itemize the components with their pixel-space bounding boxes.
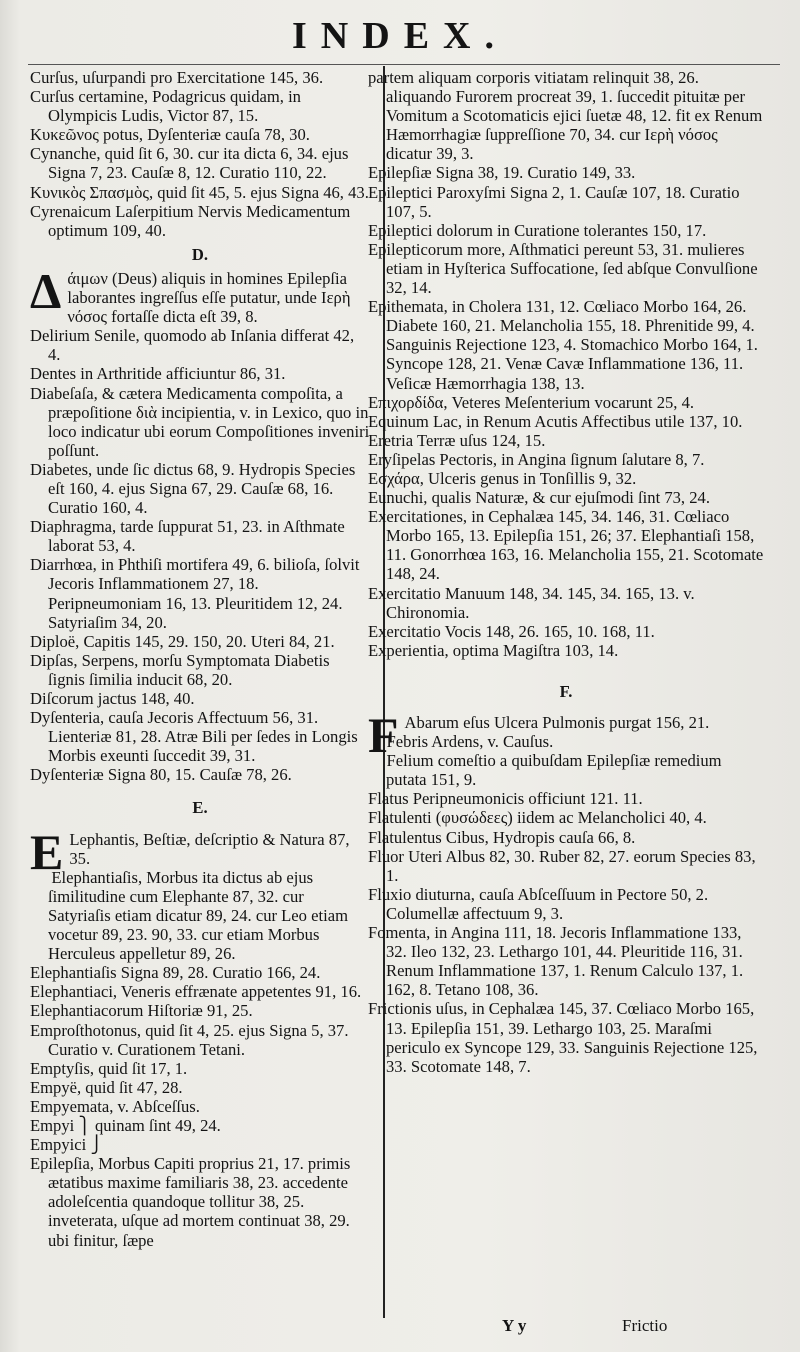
index-entry: Felium comeſtio a quibuſdam Epilepſiæ remedium putata 151, 9. xyxy=(386,751,722,790)
index-entry: Empyemata, v. Abſceſſus. xyxy=(30,1096,200,1116)
index-entry: Epilepticorum more, Aſthmatici pereunt 53, 31. mulieres etiam in Hyſterica Suffocatione, ſed abſque Convulſione 32, 14. xyxy=(368,239,758,298)
index-entry: Curſus, uſurpandi pro Exercitatione 145, 36. xyxy=(30,68,324,87)
index-entry: Eunuchi, qualis Naturæ, & cur ejuſmodi ſint 73, 24. xyxy=(368,488,710,508)
index-entry: Frictionis uſus, in Cephalæa 145, 37. Cœliaco Morbo 165, 13. Epilepſia 151, 39. Lethargo 103, 25. Maraſmi periculo ex Syncope 129, 33. Sanguinis Rejectione 125, 33. Scotomate 148, 7. xyxy=(368,999,758,1076)
index-entry: Fomenta, in Angina 111, 18. Jecoris Inflammatione 133, 32. Ileo 132, 23. Lethargo 101, 44. Pleuritide 116, 31. Renum Inflammatione 137, 1. Renum Calculo 137, 1. 162, 8. Tetano 108, 36. xyxy=(368,923,744,1000)
section-heading-f: F. xyxy=(559,681,573,701)
index-entry: Cynanche, quid ſit 6, 30. cur ita dicta 6, 34. ejus Signa 7, 23. Cauſæ 8, 12. Curatio 110, 22. xyxy=(30,144,349,183)
index-entry: Εσχάρα, Ulceris genus in Tonſillis 9, 32. xyxy=(368,468,637,488)
header-rule xyxy=(28,64,780,65)
index-entry: Epilepſiæ Signa 38, 19. Curatio 149, 33. xyxy=(368,163,636,183)
index-entry: Dyſenteria, cauſa Jecoris Affectuum 56, 31. Lienteriæ 81, 28. Atræ Bili per ſedes in Longis Morbis exeunti ſuccedit 39, 31. xyxy=(30,708,358,766)
right-column xyxy=(368,68,764,1076)
index-entry: Empyici ⎭ xyxy=(30,1135,103,1155)
left-column xyxy=(30,68,370,1250)
index-entry: Diploë, Capitis 145, 29. 150, 20. Uteri 84, 21. xyxy=(30,631,335,651)
index-entry: Equinum Lac, in Renum Acutis Affectibus utile 137, 10. xyxy=(368,411,743,431)
index-entry: Diarrhœa, in Phthiſi mortifera 49, 6. bilioſa, ſolvit Jecoris Inflammationem 27, 18. Peripneumoniam 16, 13. Pleuritidem 12, 24. Satyriaſim 34, 20. xyxy=(30,555,360,632)
drop-cap: F xyxy=(368,707,399,763)
index-entry: Diabetes, unde ſic dictus 68, 9. Hydropis Species eſt 160, 4. ejus Signa 67, 29. Cauſæ 68, 16. Curatio 160, 4. xyxy=(30,459,356,518)
index-entry: Fluxio diuturna, cauſa Abſceſſuum in Pectore 50, 2. Columellæ affectuum 9, 3. xyxy=(368,884,709,923)
first-entry-text: άιμων (Deus) aliquis in homines Epilepſia laborantes ingreſſus eſſe putatur, unde Ιερὴ νόσος fortaſſe dicta eſt 39, 8. xyxy=(67,268,351,327)
index-entry: Eretria Terræ uſus 124, 15. xyxy=(368,430,546,450)
section-first-entry xyxy=(30,262,370,327)
first-entry-text: Lephantis, Beſtiæ, deſcriptio & Natura 87, 35. xyxy=(69,829,350,868)
index-entry: Dipſas, Serpens, morſu Symptomata Diabetis ſignis ſimilia inducit 68, 20. xyxy=(30,650,330,689)
index-entry: Diabeſaſa, & cætera Medicamenta compoſita, a præpoſitione διὰ incipientia, v. in Lexico, quo in loco indicatur ubi eorum Compoſitiones inveniri poſſunt. xyxy=(30,383,370,460)
index-entry: Epithemata, in Cholera 131, 12. Cœliaco Morbo 164, 26. Diabete 160, 21. Melancholia 155, 18. Phrenitide 99, 4. Sanguinis Rejectione 123, 4. Stomachico Morbo 164, 1. Syncope 128, 21. Venæ Cavæ Inflammatione 136, 11. Veſicæ Hæmorrhagia 138, 13. xyxy=(368,297,758,393)
section-heading-e: E. xyxy=(192,798,208,818)
index-entry: Κυκεῶνος potus, Dyſenteriæ cauſa 78, 30. xyxy=(30,125,310,145)
index-entry: Κυνικὸς Σπασμὸς, quid ſit 45, 5. ejus Signa 46, 43. xyxy=(30,182,369,202)
index-entry: Επιχορδίδα, Veteres Meſenterium vocarunt 25, 4. xyxy=(368,392,695,412)
index-entry: Emproſthotonus, quid ſit 4, 25. ejus Signa 5, 37. Curatio v. Curationem Tetani. xyxy=(30,1020,349,1059)
signature-mark: Y y xyxy=(502,1316,527,1335)
index-entry: Curſus certamine, Podagricus quidam, in Olympicis Ludis, Victor 87, 15. xyxy=(30,87,301,126)
index-entry: Epileptici dolorum in Curatione tolerantes 150, 17. xyxy=(368,220,707,240)
page-footer xyxy=(0,1316,800,1340)
index-entry: Epilepſia, Morbus Capiti proprius 21, 17. primis ætatibus maxime familiaris 38, 23. accedente adoleſcentia quandoque tollitur 38, 25. inveterata, uſque ad mortem continuat 38, 29. ubi finitur, ſæpe xyxy=(30,1154,351,1250)
catchword: Frictio xyxy=(622,1316,668,1335)
drop-cap: E xyxy=(30,823,64,880)
drop-cap: Δ xyxy=(30,262,62,319)
first-entry-text: Abarum eſus Ulcera Pulmonis purgat 156, 21. xyxy=(404,713,710,732)
index-entry: Exercitatio Manuum 148, 34. 145, 34. 165, 13. v. Chironomia. xyxy=(368,583,695,622)
index-entry: Delirium Senile, quomodo ab Inſania differat 42, 4. xyxy=(30,326,355,365)
section-first-entry xyxy=(30,823,370,880)
index-entry: Diſcorum jactus 148, 40. xyxy=(30,689,195,708)
index-entry: Exercitatio Vocis 148, 26. 165, 10. 168, 11. xyxy=(368,621,655,641)
index-entry: Elephantiaci, Veneris effrænate appetentes 91, 16. xyxy=(30,982,362,1002)
index-entry: Eryſipelas Pectoris, in Angina ſignum ſalutare 8, 7. xyxy=(368,449,705,469)
index-entry: Dyſenteriæ Signa 80, 15. Cauſæ 78, 26. xyxy=(30,765,292,785)
index-entry: Elephantiacorum Hiſtoriæ 91, 25. xyxy=(30,1001,253,1021)
index-entry: Empyë, quid ſit 47, 28. xyxy=(30,1077,183,1097)
index-entry: Fluor Uteri Albus 82, 30. Ruber 82, 27. eorum Species 83, 1. xyxy=(368,846,756,885)
index-entry: partem aliquam corporis vitiatam relinquit 38, 26. aliquando Furorem procreat 39, 1. ſuccedit pituitæ per Vomitum a Scotomaticis ejici ſuetæ 48, 12. fit ex Renum Hæmorrhagiæ ſuppreſſione 70, 34. cur Ιερὴ νόσος dicatur 39, 3. xyxy=(368,68,763,164)
index-entry: Febris Ardens, v. Cauſus. xyxy=(386,732,554,752)
index-entry: Exercitationes, in Cephalæa 145, 34. 146, 31. Cœliaco Morbo 165, 13. Epilepſia 151, 26; 37. Elephantiaſi 158, 11. Gonorrhœa 163, 16. Melancholia 155, 21. Scotomate 148, 24. xyxy=(368,507,764,584)
index-entry: Cyrenaicum Laſerpitium Nervis Medicamentum optimum 109, 40. xyxy=(30,201,351,240)
index-entry: Flatus Peripneumonicis officiunt 121. 11. xyxy=(368,789,643,809)
index-entry: Flatulenti (φυσώδεες) iidem ac Melancholici 40, 4. xyxy=(368,808,707,828)
index-entry: Experientia, optima Magiſtra 103, 14. xyxy=(368,640,619,660)
index-entry: Diaphragma, tarde ſuppurat 51, 23. in Aſthmate laborat 53, 4. xyxy=(30,517,345,556)
page-title: INDEX. xyxy=(292,15,508,57)
index-entry: Flatulentus Cibus, Hydropis cauſa 66, 8. xyxy=(368,827,636,847)
index-entry: Elephantiaſis Signa 89, 28. Curatio 166, 24. xyxy=(30,963,321,983)
index-entry: Elephantiaſis, Morbus ita dictus ab ejus ſimilitudine cum Elephante 87, 32. cur Satyriaſis etiam dicatur 89, 24. cur Leo etiam vocetur 89, 23. 90, 33. cur etiam Morbus Herculeus appelletur 89, 26. xyxy=(48,867,348,964)
index-entry: Emptyſis, quid ſit 17, 1. xyxy=(30,1058,188,1078)
index-entry: Empyi ⎫ quinam ſint 49, 24. xyxy=(30,1115,221,1135)
index-entry: Epileptici Paroxyſmi Signa 2, 1. Cauſæ 107, 18. Curatio 107, 5. xyxy=(368,182,740,221)
section-heading-d: D. xyxy=(191,244,209,264)
index-entry: Dentes in Arthritide afficiuntur 86, 31. xyxy=(30,364,286,384)
